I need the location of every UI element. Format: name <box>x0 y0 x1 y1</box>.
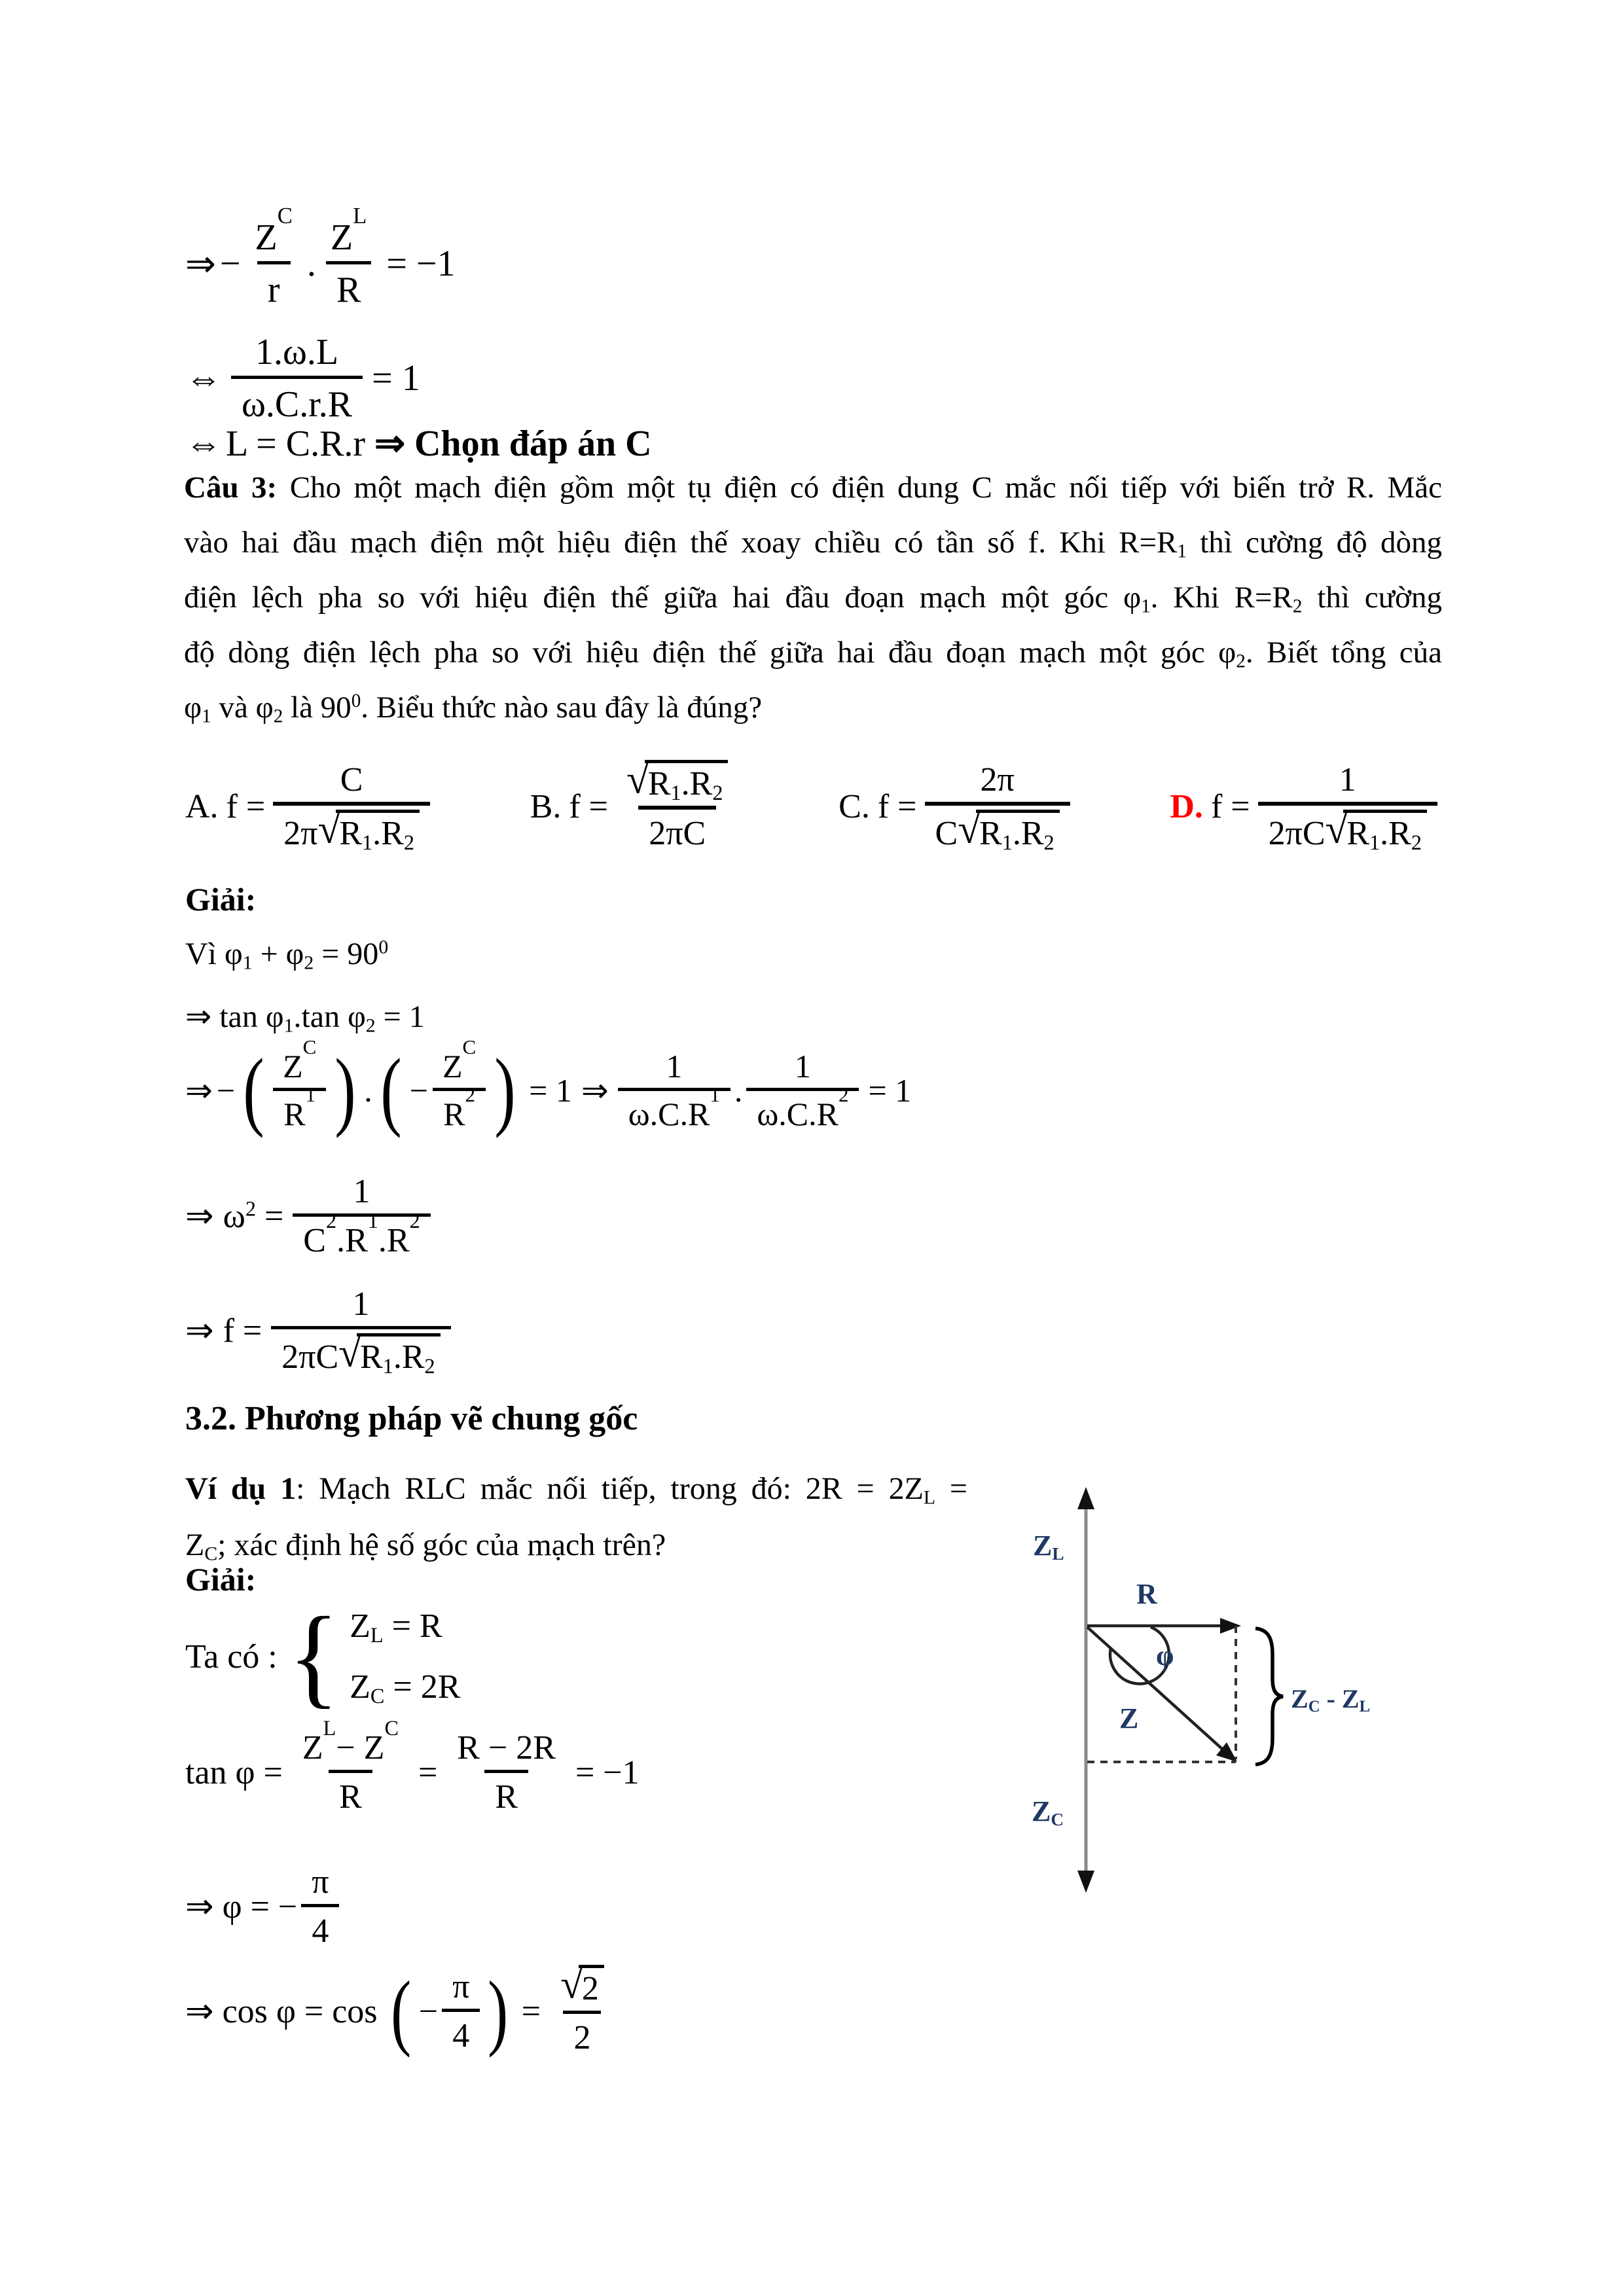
fraction: Z C r <box>245 216 303 312</box>
formula-tan-chain: ⇒ − ( Z C R 1 ) . ( − Z C R 2 ) = 1 ⇒ 1 ω.C.R 1 . 1 ω.C.R 2 = 1 <box>185 1035 912 1139</box>
label-zl: $Z_L$ <box>1033 1530 1064 1564</box>
result-expression: L = C.R.r <box>226 423 366 464</box>
radical-sign: √ <box>317 805 341 852</box>
radical-sign: √ <box>1325 805 1348 852</box>
option-a <box>185 760 438 854</box>
axis-down-arrowhead <box>1077 1871 1094 1893</box>
option-d-lhs: f = <box>1210 788 1250 825</box>
square-root: √ $R_1.R_2$ <box>1326 810 1427 853</box>
system-equations <box>350 1607 460 1706</box>
radical-sign: √ <box>560 1960 583 2007</box>
square-root: √ $R_1.R_2$ <box>338 1333 440 1377</box>
example-line: $Z_C$; xác định hệ số góc của mạch trên? <box>185 1528 666 1565</box>
paragraph-line: $\varphi_1$ và $\varphi_2$ là $90^0$. Biểu thức nào sau đây là đúng? <box>184 690 763 727</box>
equals-rhs: = 1 <box>868 1072 912 1109</box>
option-b-lhs: f = <box>569 788 608 825</box>
square-root: √ $R_1.R_2$ <box>958 810 1059 853</box>
option-d-label: D. <box>1170 788 1203 825</box>
fraction: 1 2πC √ $R_1.R_2$ <box>1258 760 1437 854</box>
formula-omega-squared <box>185 1172 440 1261</box>
conclusion-line <box>185 422 661 465</box>
option-b <box>530 755 747 854</box>
minus-sign: − <box>219 243 241 285</box>
fraction: 1 2πC √ $R_1.R_2$ <box>271 1284 450 1378</box>
equals-rhs: = 1 <box>372 358 420 399</box>
equals-rhs: = −1 <box>575 1753 640 1791</box>
label-z: Z <box>1119 1702 1139 1734</box>
equals-rhs: = −1 <box>386 243 456 285</box>
given-system: Ta có : { $Z_L = R$ $Z_C = 2R$ <box>185 1594 461 1719</box>
minus-sign: − <box>418 1992 439 2030</box>
lhs: f = <box>223 1312 262 1350</box>
fraction: Z C R 1 <box>272 1047 327 1134</box>
option-a-label: A. <box>185 788 219 825</box>
solution-line-tan-product: ⇒ $\tan \varphi_1.\tan$ $\varphi_2 = 1$ <box>185 999 425 1037</box>
lhs: $\omega^2$ = <box>223 1196 284 1235</box>
option-c <box>839 760 1077 854</box>
fraction: $\frac{R - 2R}{R}$ <box>446 1728 566 1818</box>
system-eq-2: $Z_C = 2R$ <box>350 1668 461 1708</box>
fraction: $\frac{\pi}{4}$ <box>301 1862 339 1952</box>
fraction: 1 ω.C.R 2 <box>746 1047 859 1134</box>
label-zc: $Z_C$ <box>1032 1795 1064 1829</box>
option-c-label: C. <box>839 788 870 825</box>
question-3-paragraph <box>184 460 1442 735</box>
equals-sign: = <box>521 1992 541 2030</box>
formula-phi-value <box>185 1862 349 1952</box>
implies-arrow: ⇒ <box>185 1198 214 1236</box>
square-root: √ $R_1.R_2$ <box>626 760 728 804</box>
fraction: √ 2 2 <box>550 1965 615 2058</box>
example-label: Ví dụ 1 <box>185 1471 297 1506</box>
paragraph-line: Câu 3: Cho một mạch điện gồm một tụ điện có điện dung C mắc nối tiếp với biến trở R. Mắc <box>184 471 1443 505</box>
fraction: 1 C 2 .R 1 .R 2 <box>293 1172 430 1261</box>
example-line: Ví dụ 1: Mạch RLC mắc nối tiếp, trong đó: $2R = 2Z_L$ = <box>185 1471 967 1509</box>
equiv-arrow: ⇔ <box>185 358 222 399</box>
fraction: C 2π √ $R_1.R_2$ <box>273 760 430 854</box>
formula-omega-l <box>185 331 429 426</box>
solution-heading-2: Giải: <box>185 1561 257 1598</box>
option-b-label: B. <box>530 788 562 825</box>
option-a-lhs: f = <box>226 788 266 825</box>
minus-sign: − <box>216 1072 236 1109</box>
implies-arrow: ⇒ <box>581 1072 609 1109</box>
fraction: Z C R 2 <box>432 1047 486 1134</box>
formula-frequency <box>185 1284 460 1378</box>
fraction: $\frac{\pi}{4}$ <box>442 1967 480 2056</box>
formula-cos-phi: ⇒ cos φ = cos ( − $\frac{\pi}{4}$ ) = √ 2 2 <box>185 1965 624 2058</box>
square-root: √ $R_1.R_2$ <box>317 810 419 853</box>
paragraph-line: độ dòng điện lệch pha so với hiệu điện thế giữa hai đầu đoạn mạch một góc $\varphi_2$. Biết tổng của <box>184 636 1442 672</box>
paragraph-line: vào hai đầu mạch điện một hiệu điện thế xoay chiều có tần số f. Khi $R=R_1$ thì cường độ dòng <box>184 526 1442 562</box>
label-r: R <box>1136 1578 1157 1610</box>
formula-tan-phi <box>185 1716 649 1818</box>
phasor-diagram-canvas <box>1008 1460 1506 1931</box>
square-root: √ 2 <box>560 1965 604 2009</box>
fraction: Z L R <box>320 216 377 312</box>
solution-heading: Giải: <box>185 881 257 918</box>
formula-zc-zl-product: ⇒ − Z C r . Z L R = −1 <box>185 216 465 312</box>
implies-arrow: ⇒ <box>185 1312 214 1350</box>
option-d <box>1170 760 1445 854</box>
lhs: tan φ = <box>185 1753 283 1791</box>
equals-one: = 1 <box>529 1072 572 1109</box>
radical-sign: √ <box>626 755 649 802</box>
implies-arrow: ⇒ <box>374 423 405 464</box>
label-zc-minus-zl: $Z_C - Z_L$ <box>1291 1684 1371 1716</box>
paragraph-line: điện lệch pha so với hiệu điện thế giữa hai đầu đoạn mạch một góc $\varphi_1$. Khi $R=R_2$ thì cường <box>184 581 1442 617</box>
radical-sign: √ <box>958 805 981 852</box>
answer-options-row <box>185 736 1445 877</box>
equals-sign: = <box>418 1753 438 1791</box>
label-phi: φ <box>1156 1640 1174 1672</box>
fraction: 1 ω.C.R 1 <box>618 1047 731 1134</box>
example-1-block <box>185 1461 967 1573</box>
phasor-diagram <box>1008 1460 1506 1931</box>
axis-up-arrowhead <box>1077 1487 1094 1509</box>
question-label: Câu 3: <box>184 471 278 505</box>
implies-arrow: ⇒ <box>185 243 216 285</box>
equiv-arrow: ⇔ <box>185 423 222 464</box>
given-label: Ta có : <box>185 1638 278 1676</box>
fraction: 2π C √ $R_1.R_2$ <box>925 760 1070 854</box>
fraction: √ $R_1.R_2$ 2πC <box>616 760 738 854</box>
implies-arrow: ⇒ <box>185 1072 213 1109</box>
fraction: Z L − Z C R <box>292 1728 409 1818</box>
section-3-2-heading: 3.2. Phương pháp vẽ chung gốc <box>185 1400 638 1437</box>
fraction: $\frac{1.\omega.L}{\omega.C.r.R}$ <box>231 331 363 426</box>
solution-line-phi-sum: Vì $\varphi_1 + \varphi_2 = 90^0$ <box>185 936 389 974</box>
brace-right <box>1255 1628 1283 1765</box>
lhs: ⇒ φ = − <box>185 1888 298 1926</box>
radical-sign: √ <box>338 1329 361 1376</box>
chosen-answer: Chọn đáp án C <box>414 423 652 464</box>
minus-sign: − <box>409 1072 428 1109</box>
option-c-lhs: f = <box>877 788 917 825</box>
r-vector-arrowhead <box>1220 1618 1241 1634</box>
system-eq-1: $Z_L = R$ <box>350 1607 442 1647</box>
lhs: ⇒ cos φ = cos <box>185 1993 378 2031</box>
